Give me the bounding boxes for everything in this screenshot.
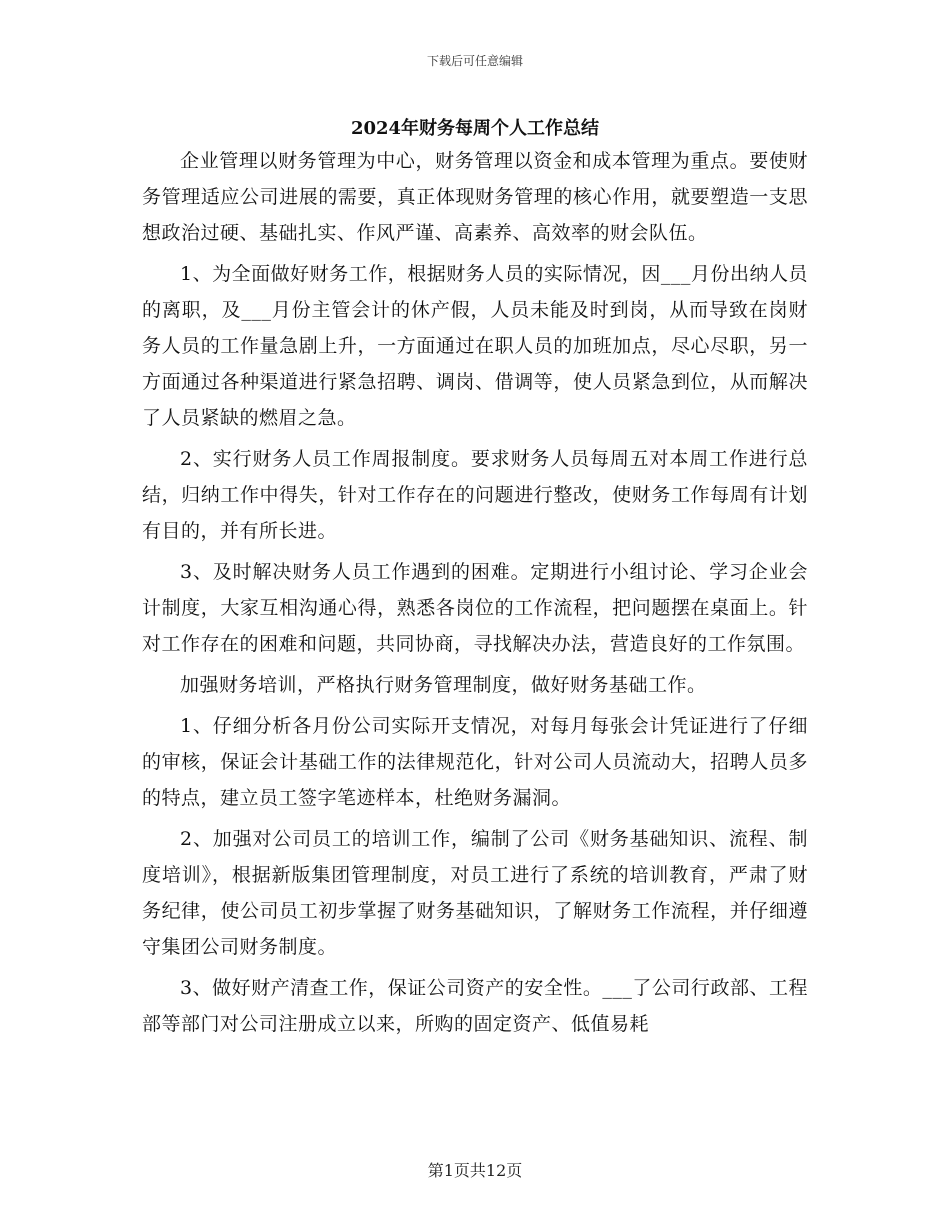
paragraph-staffing: 1、为全面做好财务工作，根据财务人员的实际情况，因___月份出纳人员的离职，及___月份主管会计的休产假，人员未能及时到岗，从而导致在岗财务人员的工作量急剧上升，一方面通过在职人员的加班加点，尽心尽职，另一方面通过各种渠道进行紧急招聘、调岗、借调等，使人员紧急到位，从而解决了人员紧缺的燃眉之急。 xyxy=(142,263,808,429)
page-footer-number: 第1页共12页 xyxy=(427,1161,523,1180)
paragraph-intro: 企业管理以财务管理为中心，财务管理以资金和成本管理为重点。要使财务管理适应公司进展的需要，真正体现财务管理的核心作用，就要塑造一支思想政治过硬、基础扎实、作风严谨、高素养、高效率的财会队伍。 xyxy=(142,150,808,244)
paragraph-weekly-report: 2、实行财务人员工作周报制度。要求财务人员每周五对本周工作进行总结，归纳工作中得失，针对工作存在的问题进行整改，使财务工作每周有计划有目的，并有所长进。 xyxy=(142,448,808,542)
paragraph-staff-training: 2、加强对公司员工的培训工作，编制了公司《财务基础知识、流程、制度培训》，根据新版集团管理制度，对员工进行了系统的培训教育，严肃了财务纪律，使公司员工初步掌握了财务基础知识，了解财务工作流程，并仔细遵守集团公司财务制度。 xyxy=(142,828,808,958)
document-body xyxy=(142,143,808,1042)
page-header-note: 下载后可任意编辑 xyxy=(426,54,523,68)
paragraph-training-heading: 加强财务培训，严格执行财务管理制度，做好财务基础工作。 xyxy=(180,674,707,696)
paragraph-asset-inventory: 3、做好财产清查工作，保证公司资产的安全性。___了公司行政部、工程部等部门对公司注册成立以来，所购的固定资产、低值易耗 xyxy=(142,977,808,1035)
paragraph-expense-review: 1、仔细分析各月份公司实际开支情况，对每月每张会计凭证进行了仔细的审核，保证会计基础工作的法律规范化，针对公司人员流动大，招聘人员多的特点，建立员工签字笔迹样本，杜绝财务漏洞。 xyxy=(142,715,808,809)
document-title: 2024年财务每周个人工作总结 xyxy=(350,118,600,139)
paragraph-difficulties: 3、及时解决财务人员工作遇到的困难。定期进行小组讨论、学习企业会计制度，大家互相沟通心得，熟悉各岗位的工作流程，把问题摆在桌面上。针对工作存在的困难和问题，共同协商，寻找解决办法，营造良好的工作氛围。 xyxy=(142,561,808,655)
